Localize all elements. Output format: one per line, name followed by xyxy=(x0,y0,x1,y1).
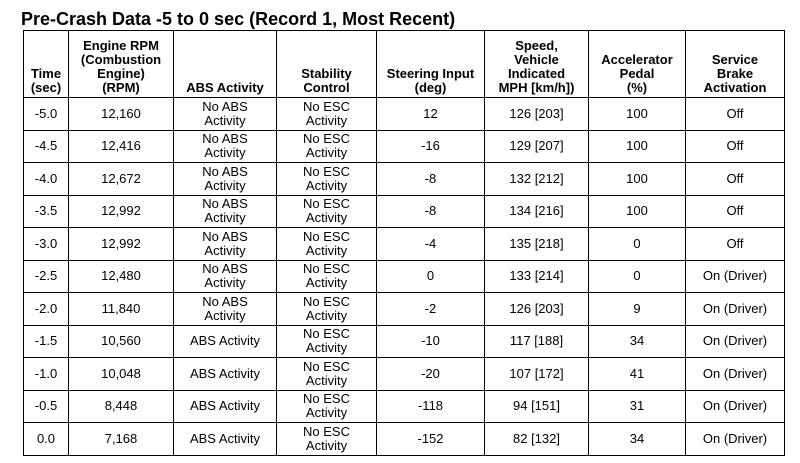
table-row xyxy=(24,228,785,261)
time-cell: 0.0 xyxy=(24,423,69,456)
stability-control-cell: No ESC Activity xyxy=(277,98,377,131)
time-cell: -1.5 xyxy=(24,325,69,358)
steering-input-cell: -152 xyxy=(377,423,485,456)
table-body xyxy=(24,98,785,456)
table-row xyxy=(24,293,785,326)
accelerator-pedal-cell: 100 xyxy=(589,163,686,196)
time-cell: -2.0 xyxy=(24,293,69,326)
steering-input-cell: -118 xyxy=(377,390,485,423)
time-cell: -3.5 xyxy=(24,195,69,228)
service-brake-cell: On (Driver) xyxy=(686,390,785,423)
time-cell: -0.5 xyxy=(24,390,69,423)
engine-rpm-cell: 10,560 xyxy=(69,325,174,358)
abs-activity-cell: No ABS Activity xyxy=(174,163,277,196)
speed-cell: 129 [207] xyxy=(485,130,589,163)
accelerator-pedal-cell: 0 xyxy=(589,260,686,293)
accelerator-pedal-cell: 34 xyxy=(589,325,686,358)
steering-input-cell: -4 xyxy=(377,228,485,261)
service-brake-header: Service Brake Activation xyxy=(686,31,785,98)
steering-input-cell: 12 xyxy=(377,98,485,131)
steering-input-cell: -20 xyxy=(377,358,485,391)
service-brake-cell: On (Driver) xyxy=(686,358,785,391)
time-cell: -1.0 xyxy=(24,358,69,391)
speed-cell: 107 [172] xyxy=(485,358,589,391)
stability-control-header: Stability Control xyxy=(277,31,377,98)
speed-cell: 94 [151] xyxy=(485,390,589,423)
abs-activity-cell: No ABS Activity xyxy=(174,260,277,293)
speed-cell: 135 [218] xyxy=(485,228,589,261)
accelerator-pedal-cell: 100 xyxy=(589,195,686,228)
stability-control-cell: No ESC Activity xyxy=(277,390,377,423)
service-brake-cell: On (Driver) xyxy=(686,423,785,456)
stability-control-cell: No ESC Activity xyxy=(277,163,377,196)
stability-control-cell: No ESC Activity xyxy=(277,293,377,326)
pre-crash-data-table xyxy=(23,30,785,456)
engine-rpm-cell: 12,160 xyxy=(69,98,174,131)
engine-rpm-cell: 12,992 xyxy=(69,195,174,228)
steering-input-cell: -8 xyxy=(377,163,485,196)
stability-control-cell: No ESC Activity xyxy=(277,423,377,456)
engine-rpm-cell: 7,168 xyxy=(69,423,174,456)
table-row xyxy=(24,260,785,293)
engine-rpm-cell: 12,992 xyxy=(69,228,174,261)
table-row xyxy=(24,163,785,196)
steering-input-cell: -10 xyxy=(377,325,485,358)
speed-cell: 132 [212] xyxy=(485,163,589,196)
table-header-row xyxy=(24,31,785,98)
accelerator-pedal-cell: 9 xyxy=(589,293,686,326)
table-row xyxy=(24,358,785,391)
accelerator-pedal-cell: 0 xyxy=(589,228,686,261)
abs-activity-cell: No ABS Activity xyxy=(174,130,277,163)
service-brake-cell: On (Driver) xyxy=(686,325,785,358)
speed-header: Speed, Vehicle Indicated MPH [km/h]) xyxy=(485,31,589,98)
table-row xyxy=(24,195,785,228)
stability-control-cell: No ESC Activity xyxy=(277,228,377,261)
engine-rpm-cell: 8,448 xyxy=(69,390,174,423)
speed-cell: 117 [188] xyxy=(485,325,589,358)
service-brake-cell: On (Driver) xyxy=(686,260,785,293)
stability-control-cell: No ESC Activity xyxy=(277,358,377,391)
service-brake-cell: Off xyxy=(686,130,785,163)
abs-activity-cell: No ABS Activity xyxy=(174,293,277,326)
abs-activity-cell: ABS Activity xyxy=(174,390,277,423)
table-row xyxy=(24,390,785,423)
speed-cell: 126 [203] xyxy=(485,98,589,131)
abs-activity-cell: No ABS Activity xyxy=(174,228,277,261)
abs-activity-cell: ABS Activity xyxy=(174,423,277,456)
speed-cell: 126 [203] xyxy=(485,293,589,326)
abs-activity-cell: No ABS Activity xyxy=(174,195,277,228)
time-cell: -3.0 xyxy=(24,228,69,261)
time-header: Time (sec) xyxy=(24,31,69,98)
abs-activity-cell: ABS Activity xyxy=(174,325,277,358)
stability-control-cell: No ESC Activity xyxy=(277,195,377,228)
engine-rpm-cell: 12,480 xyxy=(69,260,174,293)
steering-input-cell: -16 xyxy=(377,130,485,163)
time-cell: -4.0 xyxy=(24,163,69,196)
time-cell: -5.0 xyxy=(24,98,69,131)
engine-rpm-cell: 11,840 xyxy=(69,293,174,326)
steering-input-cell: 0 xyxy=(377,260,485,293)
engine-rpm-cell: 12,672 xyxy=(69,163,174,196)
time-cell: -2.5 xyxy=(24,260,69,293)
service-brake-cell: Off xyxy=(686,195,785,228)
accelerator-pedal-cell: 100 xyxy=(589,130,686,163)
engine-rpm-cell: 12,416 xyxy=(69,130,174,163)
stability-control-cell: No ESC Activity xyxy=(277,325,377,358)
stability-control-cell: No ESC Activity xyxy=(277,130,377,163)
table-row xyxy=(24,98,785,131)
speed-cell: 82 [132] xyxy=(485,423,589,456)
accelerator-pedal-cell: 41 xyxy=(589,358,686,391)
time-cell: -4.5 xyxy=(24,130,69,163)
steering-input-cell: -8 xyxy=(377,195,485,228)
service-brake-cell: On (Driver) xyxy=(686,293,785,326)
accelerator-pedal-cell: 34 xyxy=(589,423,686,456)
page-title: Pre-Crash Data -5 to 0 sec (Record 1, Most Recent) xyxy=(21,9,456,29)
engine-rpm-header: Engine RPM (Combustion Engine) (RPM) xyxy=(69,31,174,98)
steering-input-header: Steering Input (deg) xyxy=(377,31,485,98)
service-brake-cell: Off xyxy=(686,228,785,261)
steering-input-cell: -2 xyxy=(377,293,485,326)
engine-rpm-cell: 10,048 xyxy=(69,358,174,391)
table-row xyxy=(24,325,785,358)
table-row xyxy=(24,130,785,163)
abs-activity-cell: ABS Activity xyxy=(174,358,277,391)
speed-cell: 134 [216] xyxy=(485,195,589,228)
table-row xyxy=(24,423,785,456)
service-brake-cell: Off xyxy=(686,163,785,196)
accelerator-pedal-cell: 31 xyxy=(589,390,686,423)
stability-control-cell: No ESC Activity xyxy=(277,260,377,293)
speed-cell: 133 [214] xyxy=(485,260,589,293)
accelerator-pedal-cell: 100 xyxy=(589,98,686,131)
abs-activity-cell: No ABS Activity xyxy=(174,98,277,131)
accelerator-pedal-header: Accelerator Pedal (%) xyxy=(589,31,686,98)
abs-activity-header: ABS Activity xyxy=(174,31,277,98)
service-brake-cell: Off xyxy=(686,98,785,131)
